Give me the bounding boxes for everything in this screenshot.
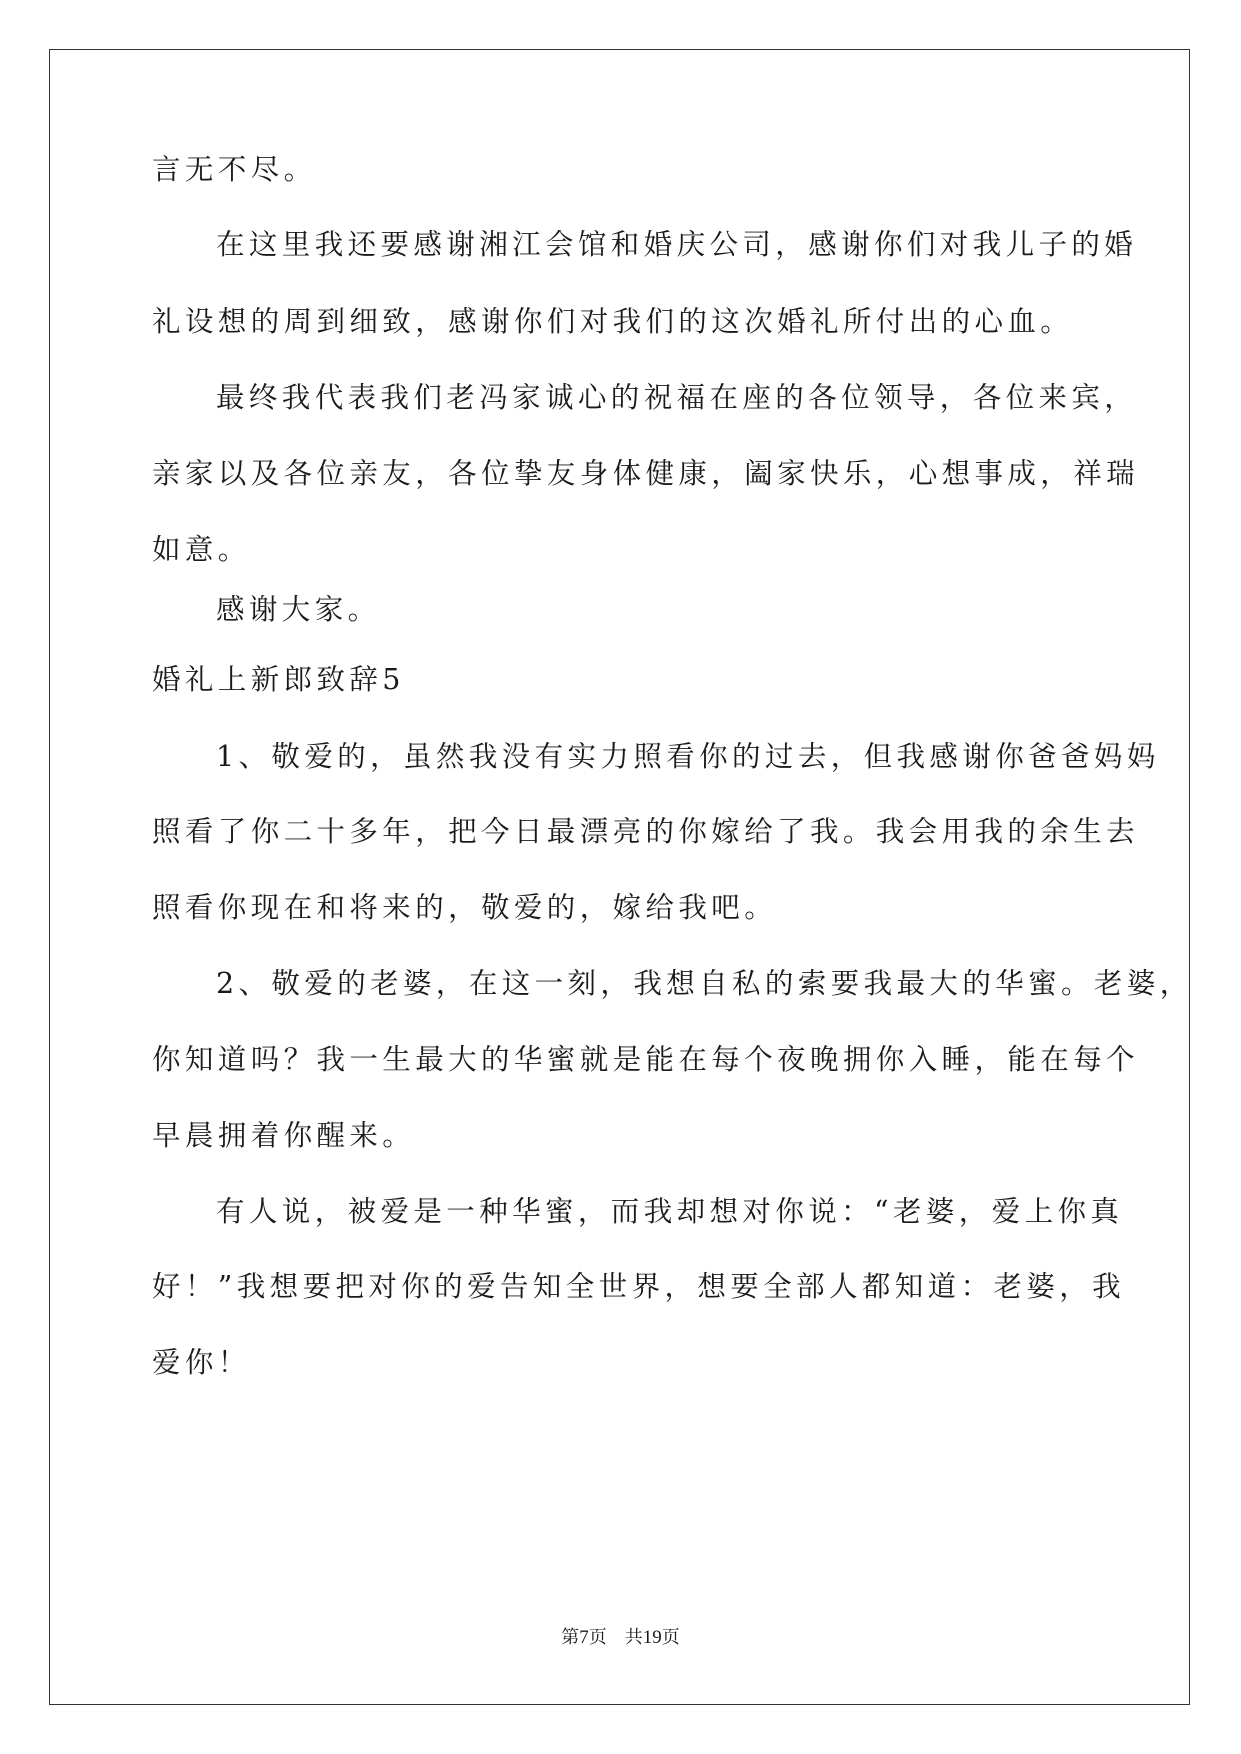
paragraph-line: 亲家以及各位亲友，各位挚友身体健康，阖家快乐，心想事成，祥瑞 <box>152 457 1140 490</box>
paragraph-line: 1、敬爱的，虽然我没有实力照看你的过去，但我感谢你爸爸妈妈 <box>216 740 1160 773</box>
paragraph-line: 2、敬爱的老婆，在这一刻，我想自私的索要我最大的华蜜。老婆， <box>216 967 1193 1000</box>
paragraph-line: 感谢大家。 <box>216 593 381 626</box>
paragraph-line: 有人说，被爱是一种华蜜，而我却想对你说：“老婆，爱上你真 <box>216 1195 1124 1228</box>
total-suffix: 页 <box>661 1627 680 1648</box>
paragraph-line: 最终我代表我们老冯家诚心的祝福在座的各位领导，各位来宾， <box>216 381 1138 414</box>
page-border <box>49 49 1190 1705</box>
paragraph-line: 照看了你二十多年，把今日最漂亮的你嫁给了我。我会用我的余生去 <box>152 815 1140 848</box>
page-suffix: 页 <box>588 1627 607 1648</box>
page-prefix: 第 <box>561 1627 580 1648</box>
paragraph-line: 在这里我还要感谢湘江会馆和婚庆公司，感谢你们对我儿子的婚 <box>216 228 1138 261</box>
paragraph-line: 如意。 <box>152 533 251 566</box>
paragraph-line: 礼设想的周到细致，感谢你们对我们的这次婚礼所付出的心血。 <box>152 305 1074 338</box>
paragraph-line: 爱你！ <box>152 1346 251 1379</box>
page-footer <box>0 1626 1241 1650</box>
section-heading: 婚礼上新郎致辞5 <box>152 663 405 696</box>
paragraph-line: 照看你现在和将来的，敬爱的，嫁给我吧。 <box>152 891 778 924</box>
page-total: 19 <box>642 1627 662 1648</box>
total-prefix: 共 <box>624 1627 643 1648</box>
paragraph-line: 你知道吗？我一生最大的华蜜就是能在每个夜晚拥你入睡，能在每个 <box>152 1043 1140 1076</box>
paragraph-line: 好！”我想要把对你的爱告知全世界，想要全部人都知道：老婆，我 <box>152 1270 1126 1303</box>
paragraph-line: 言无不尽。 <box>152 153 317 186</box>
paragraph-line: 早晨拥着你醒来。 <box>152 1119 416 1152</box>
page-current: 7 <box>579 1627 589 1648</box>
